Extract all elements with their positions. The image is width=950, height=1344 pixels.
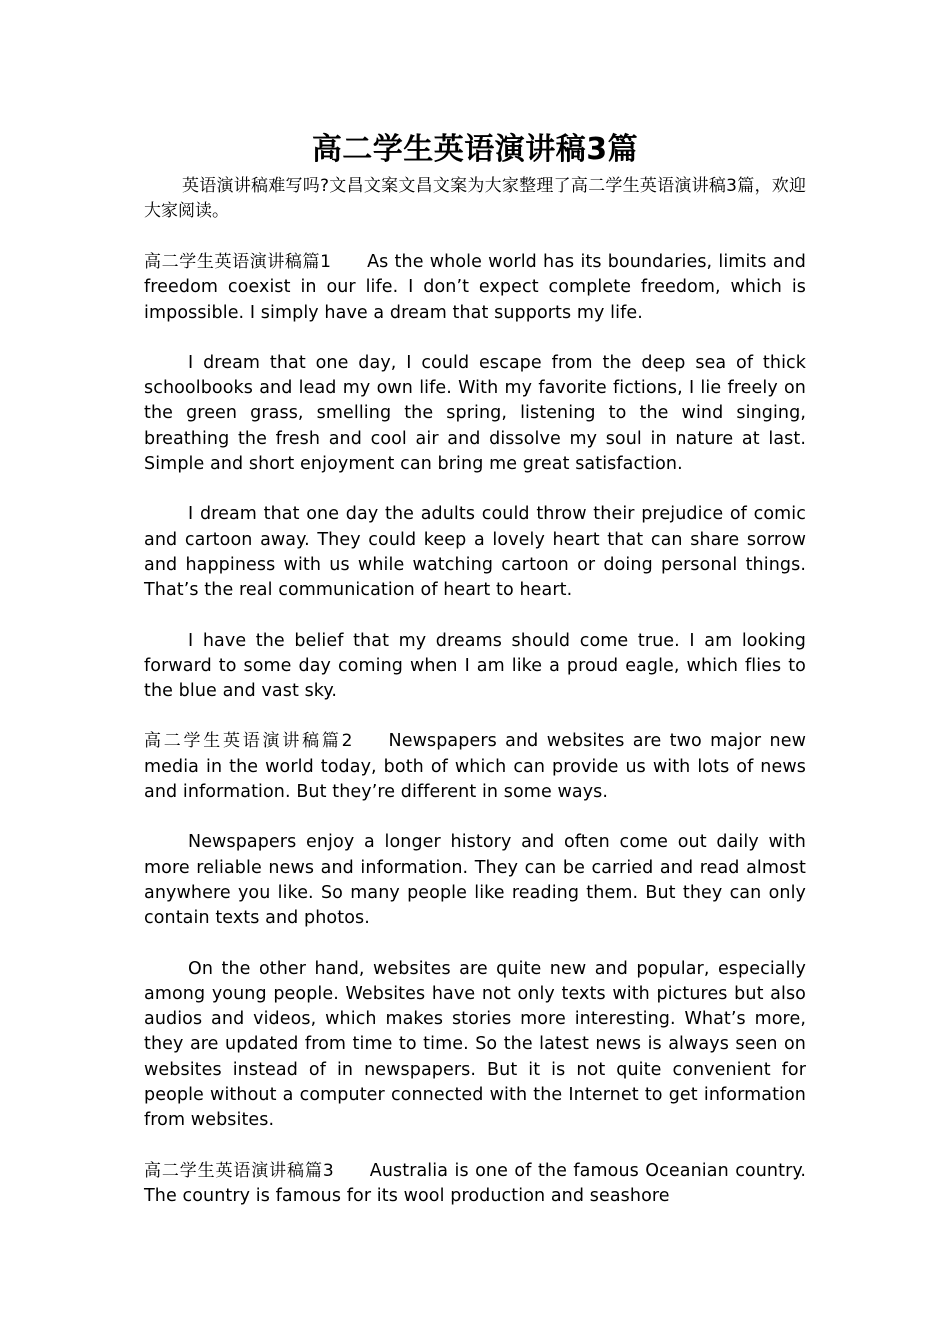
section-2-heading: 高二学生英语演讲稿篇2 [144,731,353,752]
section-1-lead [144,250,806,326]
section-2-lead [144,729,806,805]
section-3-heading: 高二学生英语演讲稿篇3 [144,1160,334,1181]
section-1-paragraph-1: I dream that one day, I could escape from the deep sea of thick schoolbooks and lead my own life. With my favorite fictions, I lie freely on the green grass, smelling the spring, listening to the wind singing, breathing the fresh and cool air and dissolve my soul in nature at last. Simple and short enjoyment can bring me great satisfaction. [144,352,806,475]
intro-paragraph: 英语演讲稿难写吗?文昌文案文昌文案为大家整理了高二学生英语演讲稿3篇，欢迎大家阅读。 [144,176,806,221]
section-1-heading: 高二学生英语演讲稿篇1 [144,252,332,272]
section-1-paragraph-3: I have the belief that my dreams should come true. I am looking forward to some day coming when I am like a proud eagle, which flies to the blue and vast sky. [144,630,806,702]
section-1-lead-text: As the whole world has its boundaries, limits and freedom coexist in our life. I don’t expect complete freedom, which is impossible. I simply have a dream that supports my life. [144,252,807,323]
section-3-lead [144,1159,806,1210]
document-title: 高二学生英语演讲稿3篇 [311,132,639,167]
document-page [144,128,806,1234]
section-2-lead-text: Newspapers and websites are two major new media in the world today, both of which can provide us with lots of news and information. But they’re different in some ways. [144,731,806,803]
section-1-paragraph-2: I dream that one day the adults could throw their prejudice of comic and cartoon away. They could keep a lovely heart that can share sorrow and happiness with us while watching cartoon or doing personal things. That’s the real communication of heart to heart. [144,504,806,601]
section-2-paragraph-2: On the other hand, websites are quite new and popular, especially among young people. Websites have not only texts with pictures but also audios and videos, which makes stories more interesting. What’s more, they are updated from time to time. So the latest news is always seen on websites instead of in newspapers. But it is not quite convenient for people without a computer connected with the Internet to get information from websites. [144,958,806,1131]
section-3-lead-text: Australia is one of the famous Oceanian country. The country is famous for its wool production and seashore [144,1160,806,1206]
section-2-paragraph-1: Newspapers enjoy a longer history and often come out daily with more reliable news and information. They can be carried and read almost anywhere you like. So many people like reading them. But they can only contain texts and photos. [144,832,806,929]
